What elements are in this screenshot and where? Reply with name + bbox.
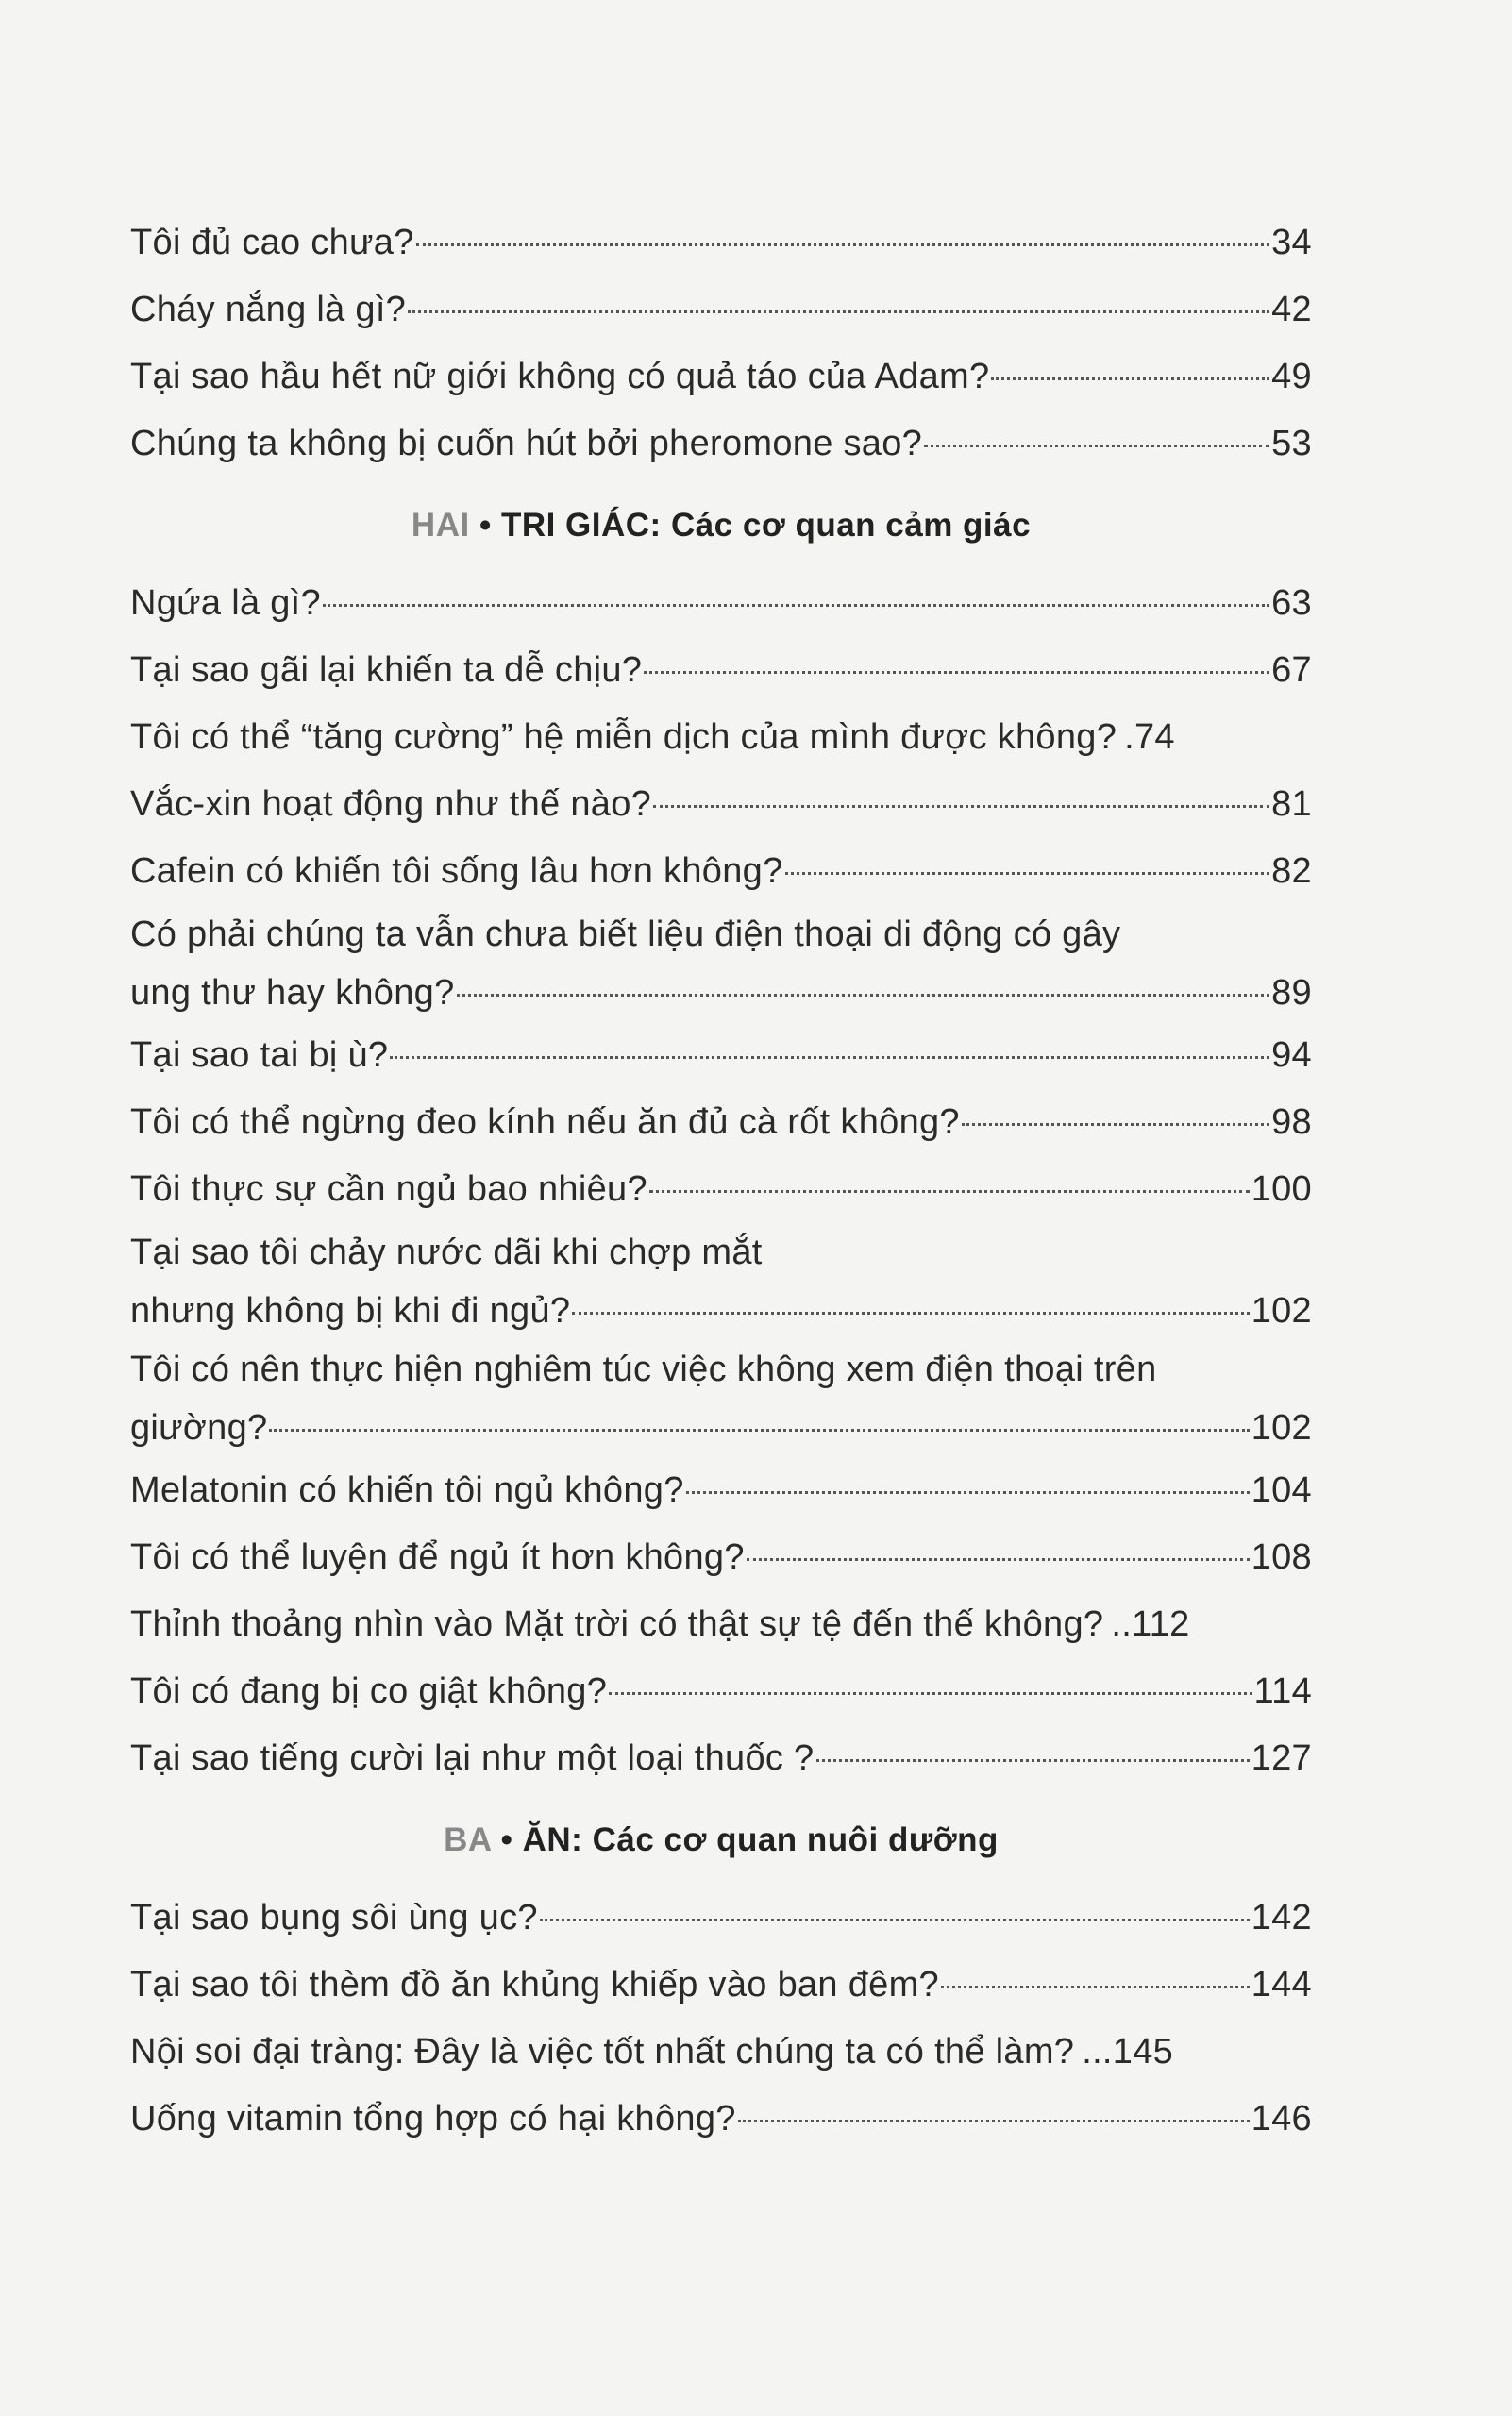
section-bullet: • — [479, 507, 492, 544]
toc-entry-page: ...145 — [1082, 2032, 1174, 2072]
toc-entry — [130, 277, 1312, 344]
toc-entry-page: 98 — [1271, 1102, 1312, 1142]
toc-entry-title: Vắc-xin hoạt động như thế nào? — [130, 784, 652, 824]
toc-entry-title: Chúng ta không bị cuốn hút bởi pheromone sao? — [130, 424, 923, 463]
toc-entry-page: 89 — [1271, 973, 1312, 1013]
toc-entry-title: Tại sao bụng sôi ùng ục? — [130, 1898, 538, 1938]
toc-entry-title: Tại sao hầu hết nữ giới không có quả táo của Adam? — [130, 357, 990, 396]
dot-leader — [408, 310, 1269, 313]
toc-entry-page: 63 — [1271, 583, 1312, 623]
toc-entry — [130, 570, 1312, 637]
dot-leader — [457, 994, 1270, 997]
toc-entry-page: ..112 — [1111, 1604, 1190, 1644]
section-subtitle: Các cơ quan cảm giác — [670, 507, 1032, 544]
toc-entry-page: 42 — [1271, 290, 1312, 329]
toc-entry — [130, 1885, 1312, 1952]
toc-entry-title: giường? — [130, 1408, 268, 1448]
section-title: ĂN: — [522, 1821, 583, 1858]
toc-entry — [130, 344, 1312, 411]
toc-entry-title: Tại sao gãi lại khiến ta dễ chịu? — [130, 650, 643, 690]
toc-entry — [130, 637, 1312, 704]
toc-entry-title: Cafein có khiến tôi sống lâu hơn không? — [130, 851, 783, 891]
toc-entry — [130, 2086, 1312, 2153]
toc-entry-page: 102 — [1251, 1408, 1312, 1448]
section-heading — [130, 493, 1312, 559]
toc-entry-page: .74 — [1124, 717, 1175, 757]
dot-leader — [785, 872, 1270, 875]
toc-entry-page: 82 — [1271, 851, 1312, 891]
dot-leader — [653, 805, 1269, 808]
toc-entry-title: Tôi có thể ngừng đeo kính nếu ăn đủ cà rốt không? — [130, 1102, 960, 1142]
toc-entry-title-line1: Tại sao tôi chảy nước dãi khi chợp mắt — [130, 1233, 763, 1272]
toc-entry-title: Melatonin có khiến tôi ngủ không? — [130, 1470, 684, 1510]
toc-group — [130, 210, 1312, 478]
dot-leader — [390, 1056, 1269, 1059]
dot-leader — [572, 1312, 1249, 1315]
toc-entry — [130, 1658, 1312, 1725]
toc-entry-title: Cháy nắng là gì? — [130, 290, 407, 329]
toc-entry-title: Tôi có thể luyện để ngủ ít hơn không? — [130, 1537, 745, 1577]
toc-entry-page: 34 — [1271, 223, 1312, 262]
toc-entry — [130, 1089, 1312, 1156]
section-title: TRI GIÁC: — [500, 507, 662, 544]
toc-entry-title: Tôi thực sự cần ngủ bao nhiêu? — [130, 1169, 647, 1209]
toc-entry-title: nhưng không bị khi đi ngủ? — [130, 1291, 571, 1331]
toc-entry-page: 146 — [1251, 2099, 1312, 2139]
toc-entry — [130, 704, 1312, 771]
toc-entry-page: 81 — [1271, 784, 1312, 824]
toc-group — [130, 1807, 1312, 2153]
dot-leader — [540, 1919, 1250, 1921]
toc-entry — [130, 1340, 1312, 1457]
toc-entry — [130, 1591, 1312, 1658]
toc-entry-title-line1: Có phải chúng ta vẫn chưa biết liệu điện thoại di động có gây — [130, 914, 1121, 954]
toc-entry — [130, 1725, 1312, 1792]
dot-leader — [609, 1692, 1252, 1695]
toc-entry-title: Ngứa là gì? — [130, 583, 321, 623]
toc-entry — [130, 838, 1312, 905]
toc-entry — [130, 2019, 1312, 2086]
toc-entry-title: Tôi đủ cao chưa? — [130, 223, 414, 262]
toc-entry-page: 53 — [1271, 424, 1312, 463]
dot-leader — [941, 1986, 1250, 1988]
section-heading — [130, 1807, 1312, 1873]
toc-group — [130, 493, 1312, 1792]
toc-entry-page: 49 — [1271, 357, 1312, 396]
toc-entry-title: Tôi có thể “tăng cường” hệ miễn dịch của mình được không? — [130, 717, 1117, 757]
toc-entry — [130, 1156, 1312, 1223]
toc-entry-title: Tại sao tôi thèm đồ ăn khủng khiếp vào ban đêm? — [130, 1965, 939, 2005]
table-of-contents — [130, 210, 1312, 2153]
toc-entry-page: 67 — [1271, 650, 1312, 690]
dot-leader — [269, 1429, 1249, 1432]
dot-leader — [323, 604, 1269, 607]
toc-entry — [130, 1524, 1312, 1591]
toc-entry — [130, 210, 1312, 277]
toc-entry-title: Thỉnh thoảng nhìn vào Mặt trời có thật sự tệ đến thế không? — [130, 1604, 1104, 1644]
toc-entry-title-line1: Tôi có nên thực hiện nghiêm túc việc không xem điện thoại trên — [130, 1350, 1157, 1389]
section-bullet: • — [500, 1821, 513, 1858]
toc-entry-page: 104 — [1251, 1470, 1312, 1510]
toc-entry-page: 108 — [1251, 1537, 1312, 1577]
toc-entry-title: ung thư hay không? — [130, 973, 455, 1013]
dot-leader — [738, 2120, 1250, 2122]
dot-leader — [649, 1190, 1250, 1193]
toc-entry-title: Tôi có đang bị co giật không? — [130, 1671, 608, 1711]
dot-leader — [962, 1123, 1269, 1126]
toc-entry — [130, 1022, 1312, 1089]
toc-entry — [130, 771, 1312, 838]
toc-entry-title: Tại sao tai bị ù? — [130, 1035, 389, 1075]
toc-entry — [130, 1952, 1312, 2019]
toc-entry — [130, 905, 1312, 1022]
toc-entry-title: Uống vitamin tổng hợp có hại không? — [130, 2099, 736, 2139]
toc-entry-page: 144 — [1251, 1965, 1312, 2005]
toc-entry-page: 114 — [1253, 1671, 1312, 1711]
toc-entry-page: 94 — [1271, 1035, 1312, 1075]
toc-entry — [130, 1457, 1312, 1524]
dot-leader — [686, 1491, 1250, 1494]
toc-entry-page: 100 — [1251, 1169, 1312, 1209]
toc-entry — [130, 1223, 1312, 1340]
dot-leader — [924, 445, 1269, 447]
dot-leader — [747, 1558, 1250, 1561]
toc-entry-page: 127 — [1251, 1738, 1312, 1778]
toc-entry — [130, 411, 1312, 478]
section-number: HAI — [411, 507, 470, 544]
dot-leader — [416, 243, 1269, 246]
toc-entry-title: Tại sao tiếng cười lại như một loại thuốc ? — [130, 1738, 815, 1778]
section-subtitle: Các cơ quan nuôi dưỡng — [592, 1821, 999, 1858]
dot-leader — [816, 1759, 1250, 1762]
dot-leader — [644, 671, 1269, 674]
dot-leader — [991, 378, 1269, 380]
section-number: BA — [444, 1821, 492, 1858]
toc-entry-page: 102 — [1251, 1291, 1312, 1331]
toc-entry-title: Nội soi đại tràng: Đây là việc tốt nhất chúng ta có thể làm? — [130, 2032, 1075, 2072]
toc-entry-page: 142 — [1251, 1898, 1312, 1938]
